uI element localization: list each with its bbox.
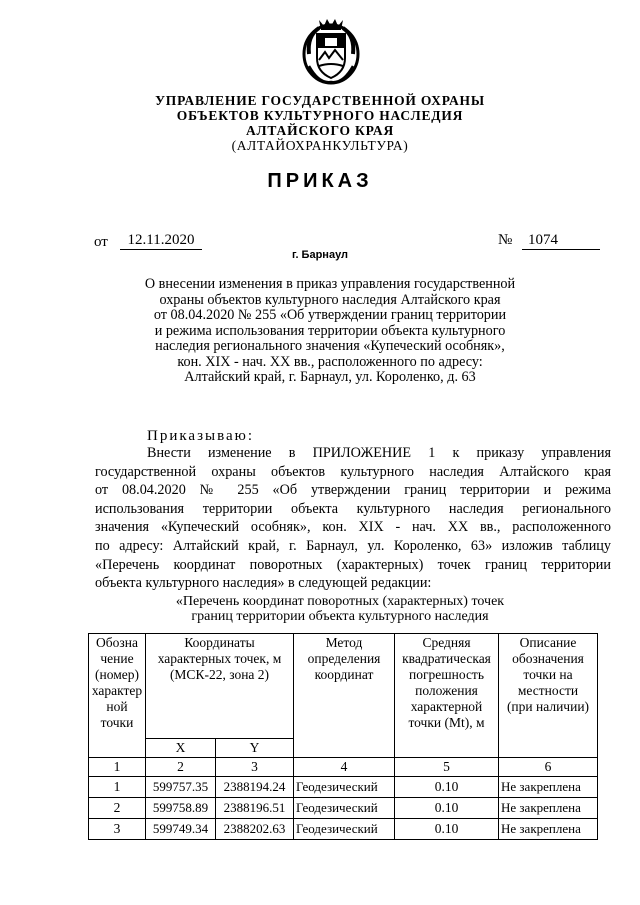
- coord-y: 2388194.24: [216, 777, 294, 798]
- header-y: Y: [216, 739, 294, 758]
- subject-line: охраны объектов культурного наследия Алтайского края: [159, 291, 501, 308]
- subject-line: Алтайский край, г. Барнаул, ул. Короленко, д. 63: [184, 369, 476, 385]
- document-subject: [130, 277, 530, 386]
- description: Не закреплена: [499, 777, 598, 798]
- document-type-title: ПРИКАЗ: [267, 170, 373, 192]
- body-line: объекта культурного наследия» в следующей редакции:: [95, 575, 432, 592]
- coat-of-arms-emblem: [299, 14, 363, 86]
- col-number: 2: [146, 758, 216, 777]
- table-row: [89, 798, 598, 819]
- caption-line: «Перечень координат поворотных (характерных) точек: [175, 594, 505, 609]
- org-name-line2: ОБЪЕКТОВ КУЛЬТУРНОГО НАСЛЕДИЯ: [176, 108, 464, 123]
- subject-line: и режима использования территории объекта культурного: [154, 322, 506, 339]
- col-number: 3: [216, 758, 294, 777]
- subject-line: кон. XIX - нач. XX вв., расположенного по адресу:: [177, 353, 483, 370]
- mean-error: 0.10: [395, 798, 499, 819]
- coord-y: 2388202.63: [216, 819, 294, 840]
- subject-line: О внесении изменения в приказ управления государственной: [144, 276, 516, 292]
- order-body: [95, 444, 611, 593]
- coordinates-table: [88, 633, 598, 840]
- document-date: 12.11.2020: [120, 231, 202, 250]
- body-line: по адресу: Алтайский край, г. Барнаул, ул. Короленко, 63» изложив таблицу: [95, 537, 611, 554]
- method: Геодезический: [294, 777, 395, 798]
- header-mean-error: Средняя квадратическая погрешность положения характерной точки (Mt), м: [395, 634, 499, 758]
- table-caption: [130, 594, 550, 624]
- coord-x: 599757.35: [146, 777, 216, 798]
- col-number: 5: [395, 758, 499, 777]
- body-line: использования территории объекта культурного наследия регионального: [95, 500, 611, 517]
- org-name-line1: УПРАВЛЕНИЕ ГОСУДАРСТВЕННОЙ ОХРАНЫ: [155, 93, 485, 108]
- col-number: 1: [89, 758, 146, 777]
- caption-line: границ территории объекта культурного наследия: [191, 609, 489, 624]
- col-number: 6: [499, 758, 598, 777]
- body-line: значения «Купеческий особняк», кон. XIX - нач. XX вв., расположенного: [95, 519, 611, 536]
- body-line: государственной охраны объектов культурного наследия Алтайского края: [95, 463, 611, 480]
- point-number: 3: [89, 819, 146, 840]
- header-description: Описание обозначения точки на местности (при наличии): [499, 634, 598, 758]
- method: Геодезический: [294, 798, 395, 819]
- mean-error: 0.10: [395, 777, 499, 798]
- description: Не закреплена: [499, 798, 598, 819]
- method: Геодезический: [294, 819, 395, 840]
- org-name-line3: АЛТАЙСКОГО КРАЯ: [245, 123, 395, 138]
- header-point-designation: Обозна чение (номер) характер ной точки: [89, 634, 146, 758]
- body-line: Внести изменение в ПРИЛОЖЕНИЕ 1 к приказу управления: [147, 445, 611, 461]
- body-line: от 08.04.2020 № 255 «Об утверждении границ территории и режима: [95, 482, 611, 499]
- description: Не закреплена: [499, 819, 598, 840]
- order-statement: Приказываю:: [147, 428, 254, 444]
- org-short-name: (АЛТАЙОХРАНКУЛЬТУРА): [231, 138, 409, 153]
- point-number: 1: [89, 777, 146, 798]
- date-label: от: [94, 234, 108, 250]
- city-name: г. Барнаул: [291, 249, 349, 261]
- coord-y: 2388196.51: [216, 798, 294, 819]
- mean-error: 0.10: [395, 819, 499, 840]
- subject-line: наследия регионального значения «Купеческий особняк»,: [155, 338, 505, 354]
- header-method: Метод определения координат: [294, 634, 395, 758]
- document-number: 1074: [522, 231, 600, 250]
- body-line: «Перечень координат поворотных (характерных) точек границ территории: [95, 556, 611, 573]
- col-number: 4: [294, 758, 395, 777]
- table-row: [89, 777, 598, 798]
- subject-line: от 08.04.2020 № 255 «Об утверждении границ территории: [153, 307, 507, 323]
- table-row: [89, 819, 598, 840]
- coord-x: 599749.34: [146, 819, 216, 840]
- header-coordinates: Координаты характерных точек, м (МСК-22, зона 2): [146, 634, 294, 739]
- number-label: №: [498, 232, 513, 248]
- coord-x: 599758.89: [146, 798, 216, 819]
- point-number: 2: [89, 798, 146, 819]
- header-x: X: [146, 739, 216, 758]
